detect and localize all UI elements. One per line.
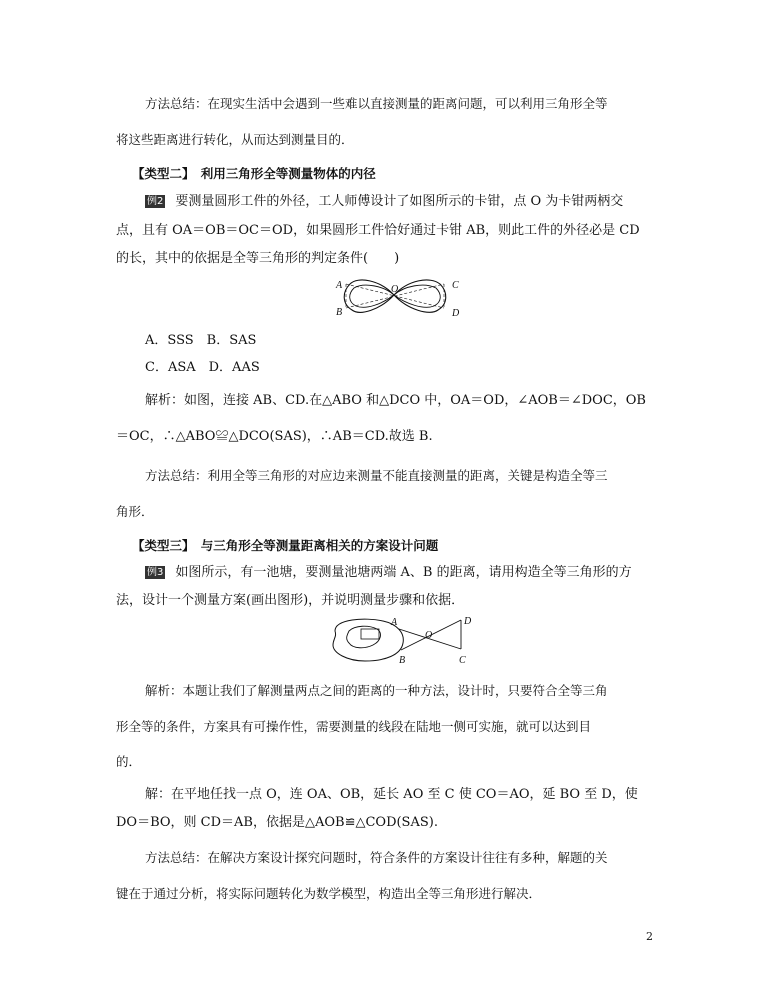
label-o: O (425, 630, 433, 641)
label-a: A (336, 280, 343, 291)
example-2-line-3: 的长，其中的依据是全等三角形的判定条件( ) (116, 251, 400, 266)
label-a: A (391, 617, 398, 628)
section-type-2-heading: 【类型二】 利用三角形全等测量物体的内径 (132, 166, 376, 181)
example-3-line-1 (145, 564, 632, 582)
option-c-d: C．ASA D．AAS (145, 360, 260, 375)
page-number: 2 (646, 930, 653, 943)
label-d: D (464, 616, 472, 627)
analysis-3-line-2: 形全等的条件，方案具有可操作性，需要测量的线段在陆地一侧可实施，就可以达到目 (116, 719, 592, 734)
solution-line-1: 解：在平地任找一点 O，连 OA、OB，延长 AO 至 C 使 CO＝AO，延 BO 至 D，使 (145, 787, 638, 802)
summary-3-line-1: 方法总结：在解决方案设计探究问题时，符合条件的方案设计往往有多种，解题的关 (145, 850, 608, 865)
summary-2-line-1: 方法总结：利用全等三角形的对应边来测量不能直接测量的距离，关键是构造全等三 (145, 468, 608, 483)
label-d: D (452, 308, 460, 319)
analysis-3-line-1: 解析：本题让我们了解测量两点之间的距离的一种方法，设计时，只要符合全等三角 (145, 683, 608, 698)
label-c: C (459, 655, 466, 666)
example-3-badge: 例3 (147, 567, 164, 578)
option-a-b: A．SSS B．SAS (145, 333, 257, 348)
solution-line-2: DO＝BO，则 CD＝AB，依据是△AOB≌△COD(SAS). (116, 815, 438, 830)
example-3-text: 如图所示，有一池塘，要测量池塘两端 A、B 的距离，请用构造全等三角形的方 (175, 565, 632, 580)
analysis-3-line-3: 的． (116, 754, 142, 769)
label-o: O (391, 284, 399, 295)
label-b: B (399, 655, 406, 666)
summary-1-line-1: 方法总结：在现实生活中会遇到一些难以直接测量的距离问题，可以利用三角形全等 (145, 96, 608, 111)
summary-2-line-2: 角形． (116, 504, 154, 519)
pond-figure (325, 613, 480, 668)
example-2-line-2: 点，且有 OA＝OB＝OC＝OD，如果圆形工件恰好通过卡钳 AB，则此工件的外径必是 CD (116, 223, 640, 238)
summary-3-line-2: 键在于通过分析，将实际问题转化为数学模型，构造出全等三角形进行解决． (116, 886, 542, 901)
summary-1-line-2: 将这些距离进行转化，从而达到测量目的． (116, 132, 354, 147)
label-c: C (452, 280, 459, 291)
example-2-badge: 例2 (147, 196, 164, 207)
section-type-3-heading: 【类型三】 与三角形全等测量距离相关的方案设计问题 (132, 538, 439, 553)
label-b: B (336, 307, 343, 318)
analysis-2-line-2: ＝OC，∴△ABO≌△DCO(SAS)，∴AB＝CD.故选 B. (116, 429, 433, 444)
example-2-text: 要测量圆形工件的外径，工人师傅设计了如图所示的卡钳，点 O 为卡钳两柄交 (175, 194, 624, 209)
caliper-figure (330, 272, 470, 322)
example-3-line-2: 法，设计一个测量方案(画出图形)，并说明测量步骤和依据． (116, 593, 465, 608)
analysis-2-line-1: 解析：如图，连接 AB、CD.在△ABO 和△DCO 中，OA＝OD，∠AOB＝∠DOC，OB (145, 393, 646, 408)
example-2-line-1 (145, 193, 623, 211)
